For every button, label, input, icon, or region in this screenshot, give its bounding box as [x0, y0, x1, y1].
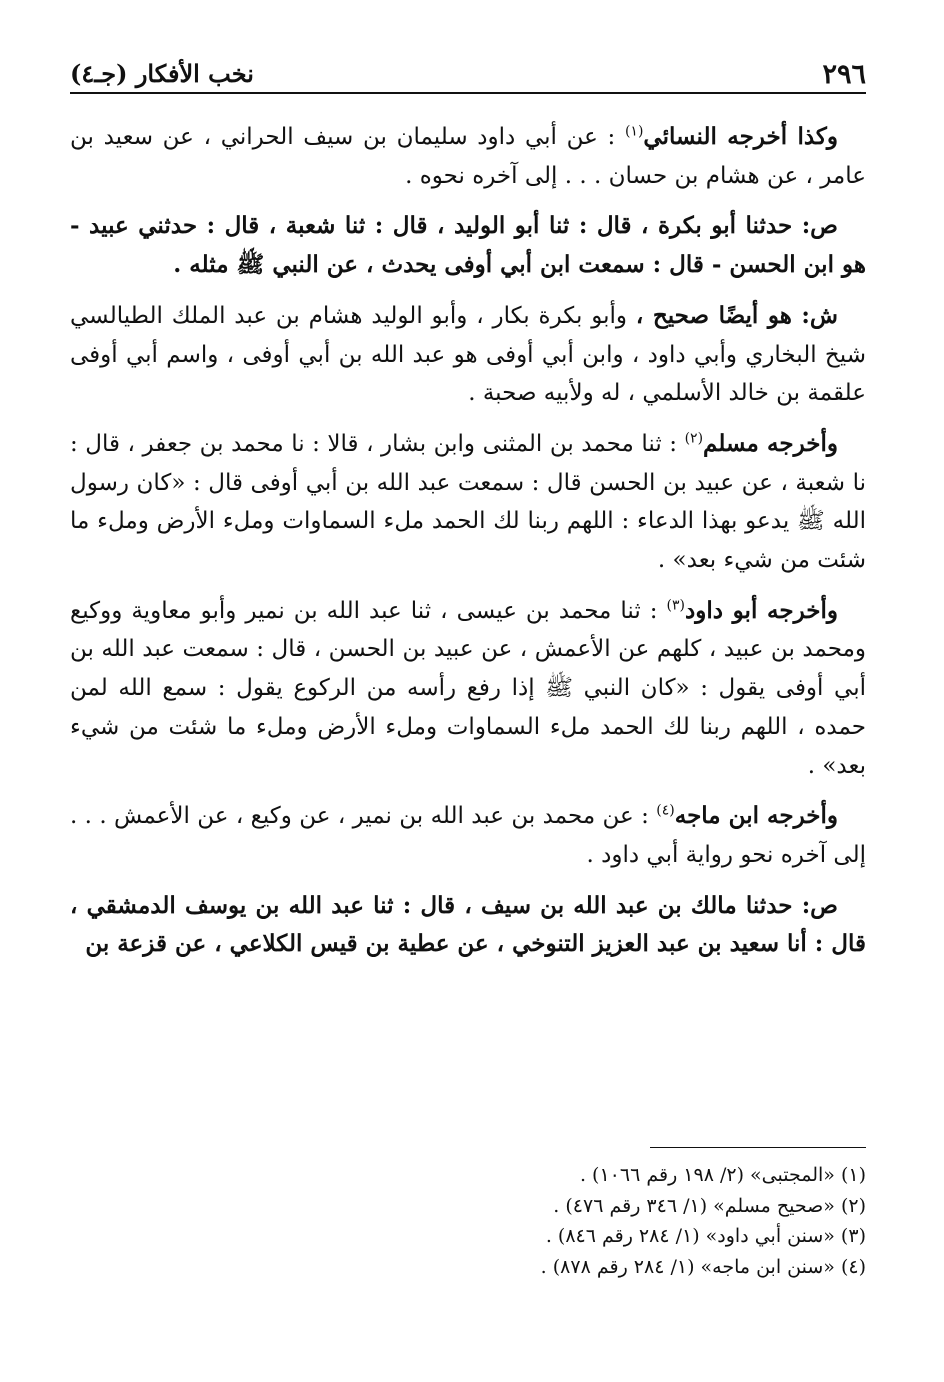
paragraph-lead: وأخرجه أبو داود [684, 596, 839, 624]
paragraph-lead: وأخرجه مسلم [703, 429, 838, 457]
paragraph-text: : عن محمد بن عبد الله بن نمير ، عن وكيع ، عن الأعمش . . . إلى آخره نحو رواية أبي داود . [70, 803, 866, 868]
paragraph [70, 207, 866, 284]
paragraph [70, 118, 866, 195]
paragraph [70, 797, 866, 874]
footnote: (٣) «سنن أبي داود» (١/ ٢٨٤ رقم ٨٤٦) . [545, 1225, 866, 1247]
paragraph [70, 592, 866, 786]
paragraph-text: : ثنا محمد بن عيسى ، ثنا عبد الله بن نمير وأبو معاوية ووكيع ومحمد بن عبيد ، كلهم عن الأعمش ، عن عبيد بن الحسن ، قال : سمعت عبد الله بن أبي أوفى يقول : «كان النبي ﷺ إذا رفع رأسه من الركوع يقول : سمع الله لمن حمده ، اللهم ربنا لك الحمد ملء السماوات وملء الأرض وملء ما شئت من شيء بعد» . [70, 597, 866, 779]
footnote-ref: (٣) [666, 597, 685, 614]
page-header [70, 52, 866, 94]
paragraph-text: وأبو بكرة بكار ، وأبو الوليد هشام بن عبد الملك الطيالسي شيخ البخاري وأبي داود ، وابن أبي أوفى هو عبد الله بن أبي أوفى ، واسم أبي أوفى علقمة بن خالد الأسلمي ، له ولأبيه صحبة . [70, 302, 866, 407]
footnote-ref: (٢) [684, 430, 704, 447]
paragraph-text: : ثنا محمد بن المثنى وابن بشار ، قالا : نا محمد بن جعفر ، قال : نا شعبة ، عن عبيد بن الحسن قال : سمعت عبد الله بن أبي أوفى قال : «كان رسول الله ﷺ يدعو بهذا الدعاء : اللهم ربنا لك الحمد ملء السماوات وملء الأرض وملء ما شئت من شيء بعد» . [70, 430, 866, 574]
paragraph-text: : عن أبي داود سليمان بن سيف الحراني ، عن سعيد بن عامر ، عن هشام بن حسان . . . إلى آخره نحوه . [70, 124, 866, 189]
footnote-ref: (١) [624, 123, 644, 140]
main-text [70, 118, 866, 976]
paragraph-text: ص: حدثنا مالك بن عبد الله بن سيف ، قال : ثنا عبد الله بن يوسف الدمشقي ، قال : أنا سعيد بن عبد العزيز التنوخي ، عن عطية بن قيس الكلاعي ، عن قزعة بن [70, 891, 866, 958]
paragraph-text: ص: حدثنا أبو بكرة ، قال : ثنا أبو الوليد ، قال : ثنا شعبة ، قال : حدثني عبيد - هو ابن الحسن - قال : سمعت ابن أبي أوفى يحدث ، عن النبي ﷺ مثله . [70, 212, 866, 279]
paragraph-lead: وكذا أخرجه النسائي [643, 123, 838, 150]
footnote: (٤) «سنن ابن ماجه» (١/ ٢٨٤ رقم ٨٧٨) . [540, 1255, 866, 1278]
footnote: (٢) «صحيح مسلم» (١/ ٣٤٦ رقم ٤٧٦) . [553, 1194, 866, 1217]
paragraph-lead: ش: هو أيضًا صحيح ، [635, 301, 838, 329]
paragraph [70, 887, 866, 964]
book-title: نخب الأفكار (جـ٤) [70, 59, 254, 88]
paragraph-lead: وأخرجه ابن ماجه [674, 802, 839, 830]
footnote-divider [650, 1147, 866, 1148]
footnotes [70, 1160, 866, 1282]
page-number: ٢٩٦ [822, 59, 866, 90]
paragraph [70, 425, 866, 580]
paragraph [70, 297, 866, 413]
footnote-ref: (٤) [656, 802, 675, 819]
footnote: (١) «المجتبى» (٢/ ١٩٨ رقم ١٠٦٦) . [579, 1164, 866, 1186]
